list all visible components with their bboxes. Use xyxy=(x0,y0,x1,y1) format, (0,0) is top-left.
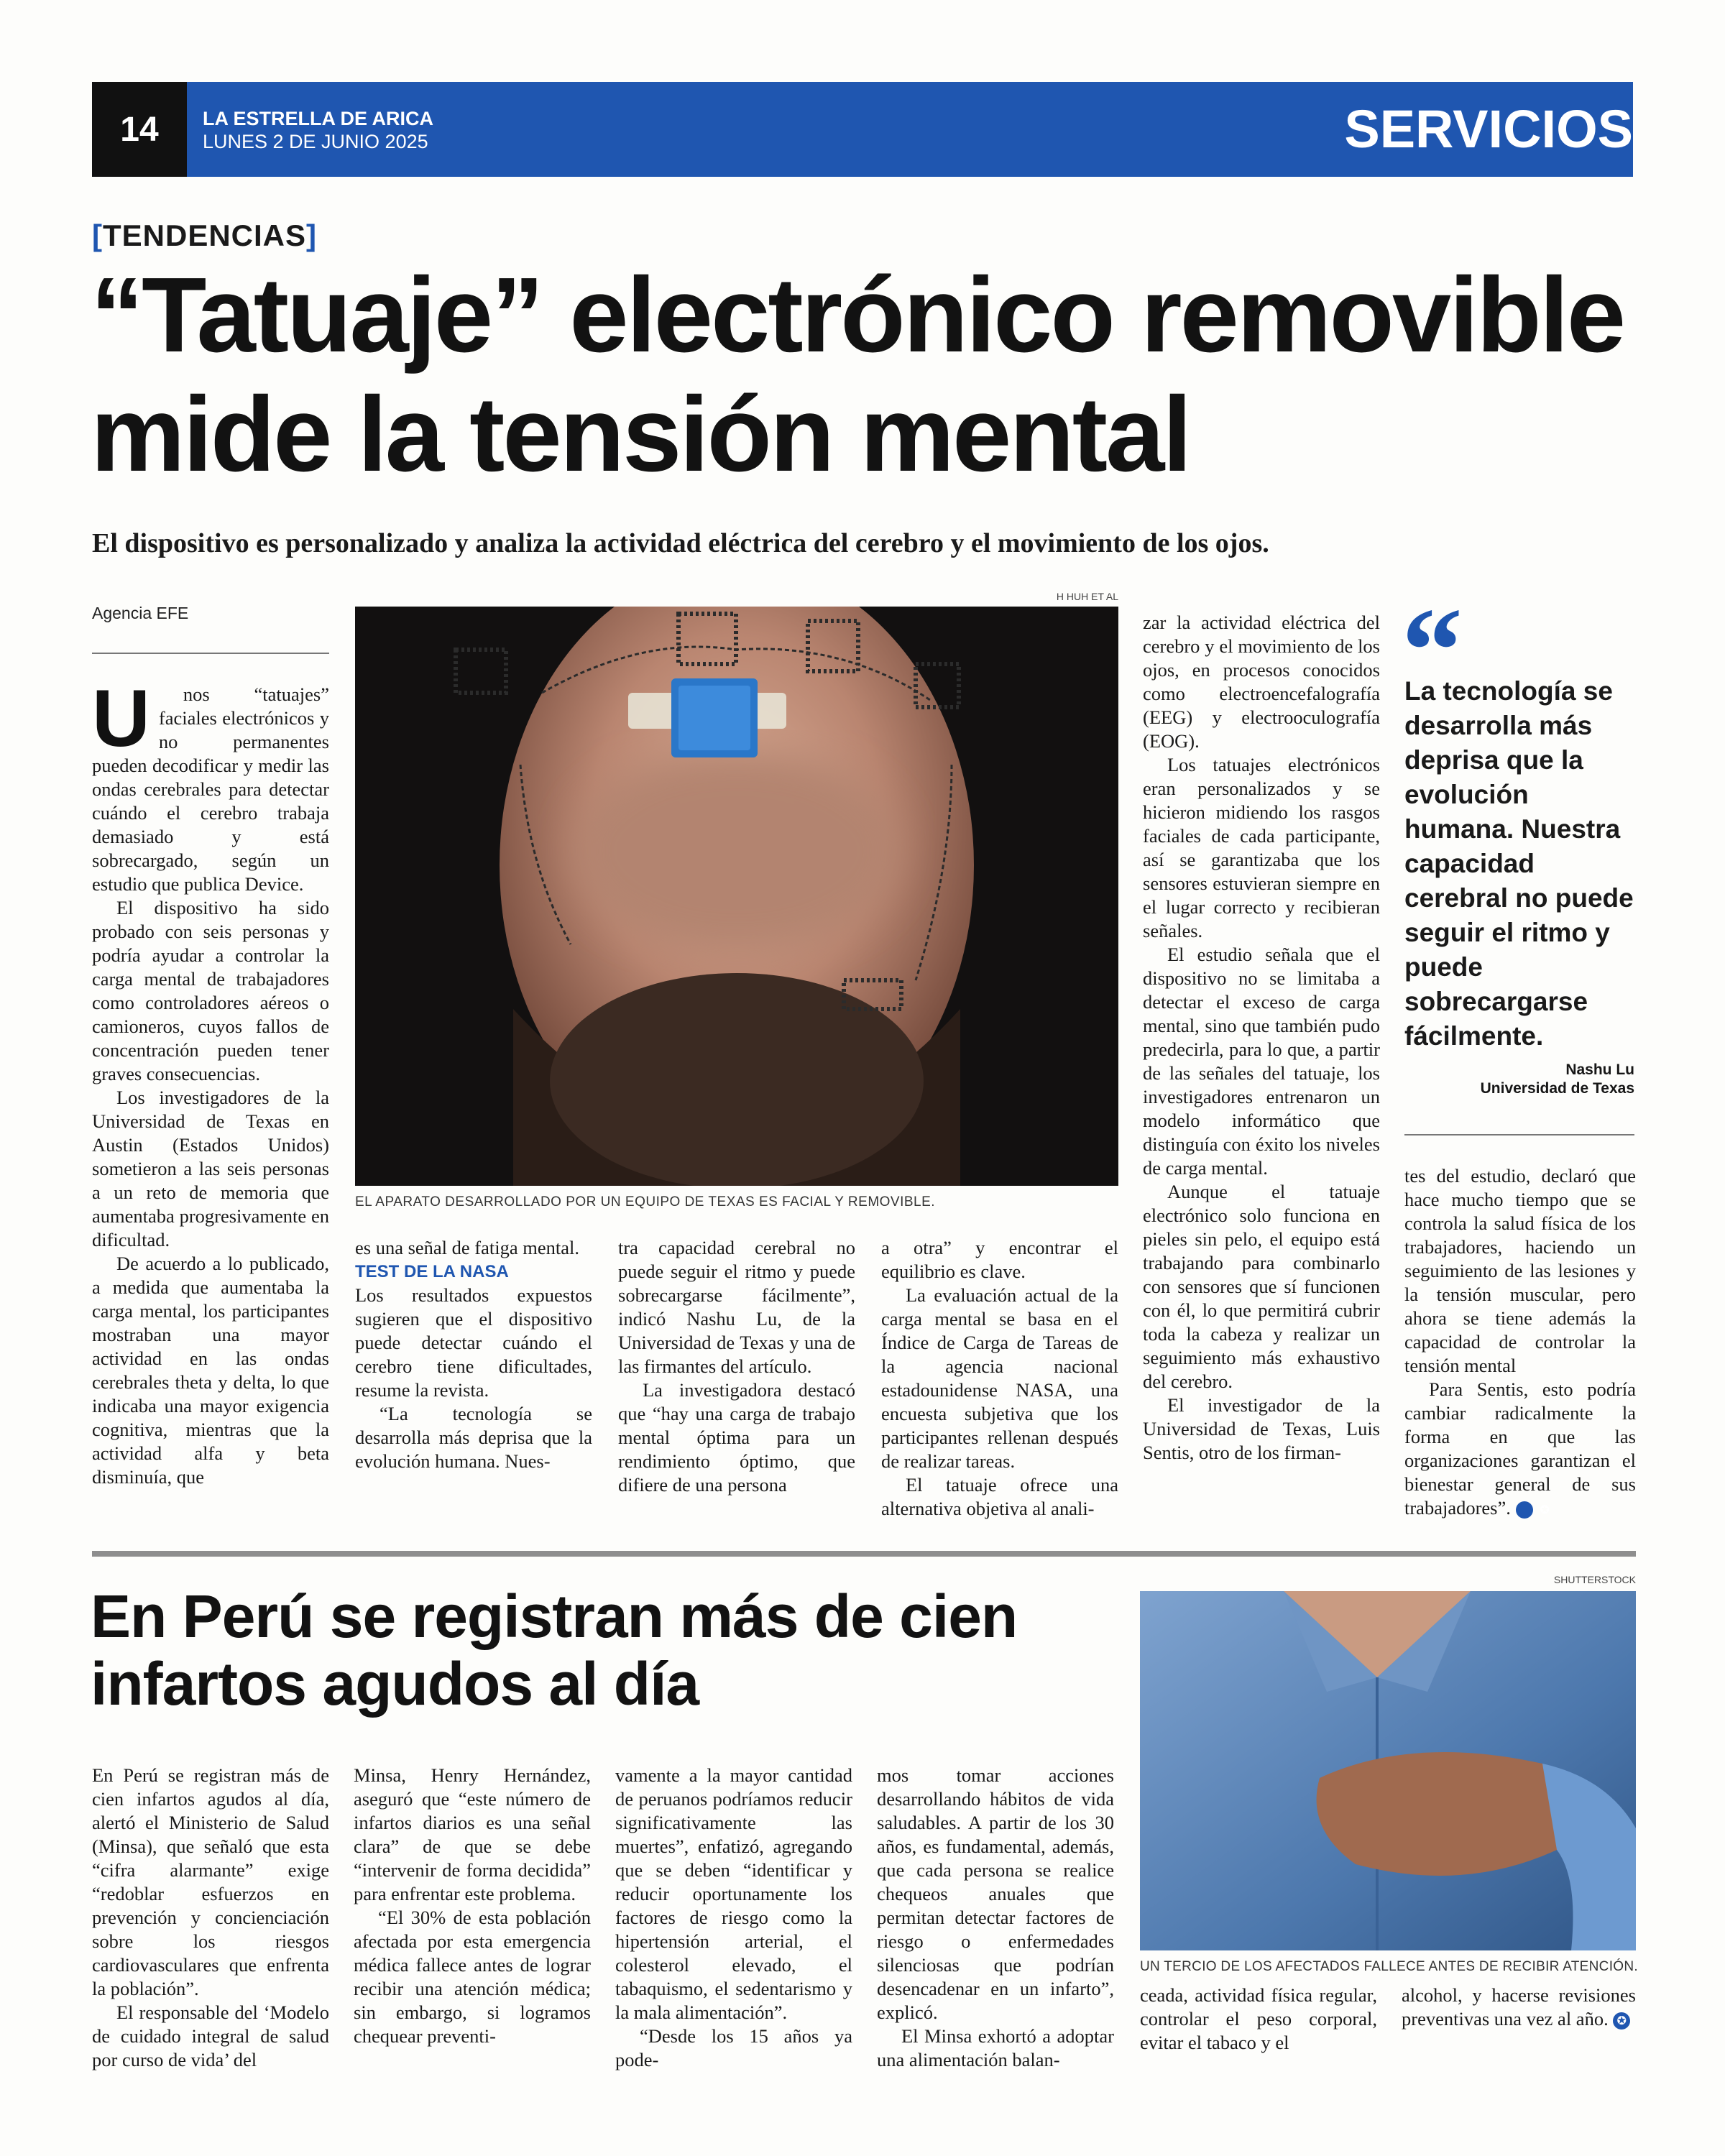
col3-p1: tra capacidad cerebral no puede seguir el ritmo y puede sobrecargarse fácilmente”, indicó Nashu Lu, de la Universidad de Texas y una de las firmantes del artículo. xyxy=(618,1237,855,1377)
article-headline xyxy=(91,256,1643,494)
col5-p1: zar la actividad eléctrica del cerebro y el movimiento de los ojos, en procesos conocidos como electroencefalografía (EEG) y electrooculografía (EOG). xyxy=(1143,612,1380,752)
section-title: SERVICIOS xyxy=(1344,99,1633,159)
article1-column-3 xyxy=(618,1236,855,1497)
col2-p2: Los resultados expuestos sugieren que el dispositivo puede detectar cuándo el cerebro tiene dificultades, resume la revista. xyxy=(355,1284,592,1401)
col5-p4: Aunque el tatuaje electrónico solo funciona en pieles sin pelo, el equipo está trabajando para combinarlo con sensores que sí funcionen con él, lo que permitirá cubrir toda la cabeza y realizar un seguimiento más exhaustivo del cerebro. xyxy=(1143,1181,1380,1392)
a2-col5-p1: ceada, actividad física regular, controlar el peso corporal, evitar el tabaco y el xyxy=(1140,1984,1377,2053)
col2-p3: “La tecnología se desarrolla más deprisa que la evolución humana. Nues- xyxy=(355,1403,592,1472)
article2-column-4 xyxy=(877,1764,1114,2072)
article1-column-6 xyxy=(1404,1164,1636,1520)
col4-p3: El tatuaje ofrece una alternativa objetiva al anali- xyxy=(881,1474,1118,1519)
article1-column-4 xyxy=(881,1236,1118,1521)
col6-p2: Para Sentis, esto podría cambiar radicalmente la forma en que las organizaciones garantizan el bienestar general de sus trabajadores”. xyxy=(1404,1378,1636,1519)
headline-line-1: “Tatuaje” electrónico removible xyxy=(91,256,1624,374)
kicker-text: TENDENCIAS xyxy=(103,218,307,252)
a2-col1-p1: En Perú se registran más de cien infartos agudos al día, alertó el Ministerio de Salud (Minsa), que señaló que esta “cifra alarmante” exige “redoblar esfuerzos en prevención y concienciación sobre los riesgos cardiovasculares que enfrenta la población”. xyxy=(92,1764,329,1999)
face-illustration xyxy=(355,607,1118,1186)
quote-affiliation: Universidad de Texas xyxy=(1480,1080,1634,1097)
byline: Agencia EFE xyxy=(92,604,189,622)
dropcap: U xyxy=(92,673,150,763)
issue-date: LUNES 2 DE JUNIO 2025 xyxy=(203,131,428,152)
article-kicker: [TENDENCIAS] xyxy=(92,218,318,252)
a2-col4-p2: El Minsa exhortó a adoptar una alimentación balan- xyxy=(877,2025,1114,2070)
col6-p1: tes del estudio, declaró que hace mucho tiempo que se controla la salud física de los trabajadores, haciendo un seguimiento de las lesiones y la tensión muscular, pero ahora se tiene además la capacidad de controlar la tensión mental xyxy=(1404,1165,1636,1376)
quote-attribution xyxy=(1404,1061,1634,1098)
col5-p5: El investigador de la Universidad de Texas, Luis Sentis, otro de los firman- xyxy=(1143,1394,1380,1463)
article1-column-2 xyxy=(355,1236,592,1473)
col5-p3: El estudio señala que el dispositivo no se limitaba a detectar el exceso de carga mental, sino que también pudo predecirla, para lo que, a partir de las señales del tatuaje, los investigadores entrenaron un modelo informático que distinguía con éxito los niveles de carga mental. xyxy=(1143,944,1380,1179)
col5-p2: Los tatuajes electrónicos eran personalizados y se hicieron midiendo los rasgos faciales de cada participante, así se garantizaba que los sensores estuvieran siempre en el lugar correcto y recibieran señales. xyxy=(1143,754,1380,941)
quote-name: Nashu Lu xyxy=(1565,1061,1634,1078)
headline2-line-1: En Perú se registran más de cien xyxy=(91,1583,1018,1650)
article2-column-2 xyxy=(354,1764,591,2048)
col1-p1: nos “tatuajes” faciales electrónicos y no permanentes pueden decodificar y medir las ondas cerebrales para detectar cuándo el cerebro trabaja demasiado y está sobrecargado, según un estudio que publica Device. xyxy=(92,683,329,895)
photo2-credit: SHUTTERSTOCK xyxy=(1553,1574,1636,1585)
article2-column-3 xyxy=(615,1764,852,2072)
headline-line-2: mide la tensión mental xyxy=(91,375,1190,494)
col1-p3: Los investigadores de la Universidad de Texas en Austin (Estados Unidos) sometieron a las seis personas a un reto de memoria que aumentaba progresivamente en dificultad. xyxy=(92,1087,329,1250)
a2-col2-p2: “El 30% de esta población afectada por esta emergencia médica fallece antes de lograr recibir una atención médica; sin embargo, si logramos chequear preventi- xyxy=(354,1907,591,2047)
col4-p1: a otra” y encontrar el equilibrio es clave. xyxy=(881,1237,1118,1282)
page-number: 14 xyxy=(92,82,187,177)
col1-p2: El dispositivo ha sido probado con seis personas y podría ayudar a controlar la carga mental de trabajadores como controladores aéreos o camioneros, cuyos fallos de concentración pueden tener graves consecuencias. xyxy=(92,897,329,1084)
a2-col6-p1: alcohol, y hacerse revisiones preventivas una vez al año. xyxy=(1402,1984,1636,2030)
col4-p2: La evaluación actual de la carga mental se basa en el Índice de Carga de Tareas de la agencia nacional estadounidense NASA, una encuesta subjetiva que los participantes rellenan después de realizar tareas. xyxy=(881,1284,1118,1472)
pull-quote: La tecnología se desarrolla más deprisa que la evolución humana. Nuestra capacidad cerebral no puede seguir el ritmo y puede sobrecargarse fácilmente. xyxy=(1404,676,1634,1051)
subhead-nasa: TEST DE LA NASA xyxy=(355,1262,509,1281)
article-divider xyxy=(92,1551,1636,1557)
article2-column-1 xyxy=(92,1764,329,2072)
quote-rule xyxy=(1404,1134,1634,1135)
headline2-line-2: infartos agudos al día xyxy=(91,1650,699,1718)
byline-rule xyxy=(92,653,329,654)
a2-col3-p1: vamente a la mayor cantidad de peruanos podríamos reducir significativamente las muertes”, enfatizó, agregando que se deben “identificar y reducir oportunamente los factores de riesgo como la hipertensión arterial, el colesterol elevado, el tabaquismo, el sedentarismo y la mala alimentación”. xyxy=(615,1764,852,2023)
col1-p4: De acuerdo a lo publicado, a medida que aumentaba la carga mental, los participantes mostraban una mayor actividad en las ondas cerebrales theta y delta, lo que indicaba una mayor exigencia cognitiva, mientras que la actividad alfa y beta disminuía, que xyxy=(92,1253,329,1488)
col3-p2: La investigadora destacó que “hay una carga de trabajo mental óptima para un rendimiento óptimo, que difiere de una persona xyxy=(618,1379,855,1496)
article2-headline xyxy=(91,1583,1126,1718)
a2-col1-p2: El responsable del ‘Modelo de cuidado integral de salud por curso de vida’ del xyxy=(92,2001,329,2070)
article2-column-5 xyxy=(1140,1984,1377,2055)
tattoo-face-photo xyxy=(355,607,1118,1186)
quote-mark-icon: “ xyxy=(1402,583,1463,718)
chest-pain-photo xyxy=(1140,1591,1636,1950)
article1-column-1 xyxy=(92,673,329,1489)
article2-column-6 xyxy=(1402,1984,1636,2031)
article-deck: El dispositivo es personalizado y analiza la actividad eléctrica del cerebro y el movimiento de los ojos. xyxy=(92,528,1269,558)
end-mark-icon: ✪ xyxy=(1613,2012,1630,2030)
a2-col3-p2: “Desde los 15 años ya pode- xyxy=(615,2025,852,2070)
col2-p1: es una señal de fatiga mental. xyxy=(355,1237,579,1258)
photo2-caption: UN TERCIO DE LOS AFECTADOS FALLECE ANTES DE RECIBIR ATENCIÓN. xyxy=(1140,1959,1638,1974)
a2-col2-p1: Minsa, Henry Hernández, aseguró que “este número de infartos diarios es una señal clara” de que se debe “intervenir de forma decidida” para enfrentar este problema. xyxy=(354,1764,591,1904)
chest-illustration xyxy=(1140,1591,1636,1950)
paper-name: LA ESTRELLA DE ARICA xyxy=(203,108,433,129)
end-mark-icon: ✪ xyxy=(1516,1501,1533,1519)
photo1-credit: H HUH ET AL xyxy=(1056,591,1118,602)
a2-col4-p1: mos tomar acciones desarrollando hábitos de vida saludables. A partir de los 30 años, es fundamental, además, que cada persona se realice chequeos anuales que permitan detectar factores de riesgo o enfermedades silenciosas que podrían desencadenar en un infarto”, explicó. xyxy=(877,1764,1114,2023)
photo1-caption: EL APARATO DESARROLLADO POR UN EQUIPO DE TEXAS ES FACIAL Y REMOVIBLE. xyxy=(355,1194,936,1210)
article1-column-5 xyxy=(1143,611,1380,1465)
